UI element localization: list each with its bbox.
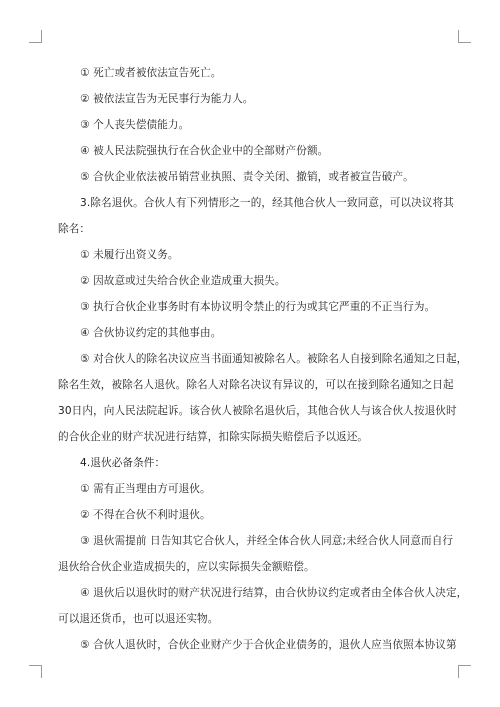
clause-incapacity: ② 被依法宣告为无民事行为能力人。	[80, 93, 254, 105]
section-conditions-heading: 4.退伙必备条件：	[80, 457, 166, 469]
expulsion-item-5-cont-2: 30日内，向人民法院起诉。该合伙人被除名退伙后，其他合伙人与该合伙人按退伙时	[58, 405, 457, 417]
clause-court-enforcement: ④ 被人民法院强执行在合伙企业中的全部财产份额。	[80, 145, 329, 157]
expulsion-item-1: ① 未履行出资义务。	[80, 249, 179, 261]
condition-item-4: ④ 退伙后以退伙时的财产状况进行结算，由合伙协议约定或者由全体合伙人决定，	[80, 587, 468, 599]
expulsion-item-5-cont-3: 的合伙企业的财产状况进行结算，扣除实际损失赔偿后予以返还。	[58, 431, 369, 443]
expulsion-item-5-cont-1: 除名生效，被除名人退伙。除名人对除名决议有异议的，可以在接到除名通知之日起	[58, 379, 454, 391]
expulsion-item-4: ④ 合伙协议约定的其他事由。	[80, 327, 222, 339]
crop-mark-bottom-left	[29, 665, 42, 678]
condition-item-3-cont: 退伙给合伙企业造成损失的，应以实际损失金额赔偿。	[58, 561, 315, 573]
expulsion-item-2: ② 因故意或过失给合伙企业造成重大损失。	[80, 275, 286, 287]
clause-insolvency: ③ 个人丧失偿债能力。	[80, 119, 190, 131]
condition-item-2: ② 不得在合伙不利时退伙。	[80, 509, 211, 521]
crop-mark-top-right	[458, 30, 471, 43]
expulsion-item-5: ⑤ 对合伙人的除名决议应当书面通知被除名人。被除名人自接到除名通知之日起，	[80, 353, 468, 365]
crop-mark-top-left	[29, 30, 42, 43]
section-expulsion-heading: 3.除名退伙。合伙人有下列情形之一的，经其他合伙人一致同意，可以决议将其	[80, 197, 454, 209]
expulsion-item-3: ③ 执行合伙企业事务时有本协议明令禁止的行为或其它严重的不正当行为。	[80, 301, 436, 313]
condition-item-1: ① 需有正当理由方可退伙。	[80, 483, 211, 495]
clause-death: ① 死亡或者被依法宣告死亡。	[80, 67, 222, 79]
condition-item-5: ⑤ 合伙人退伙时，合伙企业财产少于合伙企业债务的，退伙人应当依照本协议第	[80, 639, 457, 651]
section-expulsion-cont: 除名：	[58, 223, 91, 235]
condition-item-4-cont: 可以退还货币，也可以退还实物。	[58, 613, 219, 625]
crop-mark-bottom-right	[458, 665, 471, 678]
clause-dissolution: ⑤ 合伙企业依法被吊销营业执照、责令关闭、撤销，或者被宣告破产。	[80, 171, 414, 183]
condition-item-3: ③ 退伙需提前 日告知其它合伙人，并经全体合伙人同意;未经合伙人同意而自行	[80, 535, 454, 547]
